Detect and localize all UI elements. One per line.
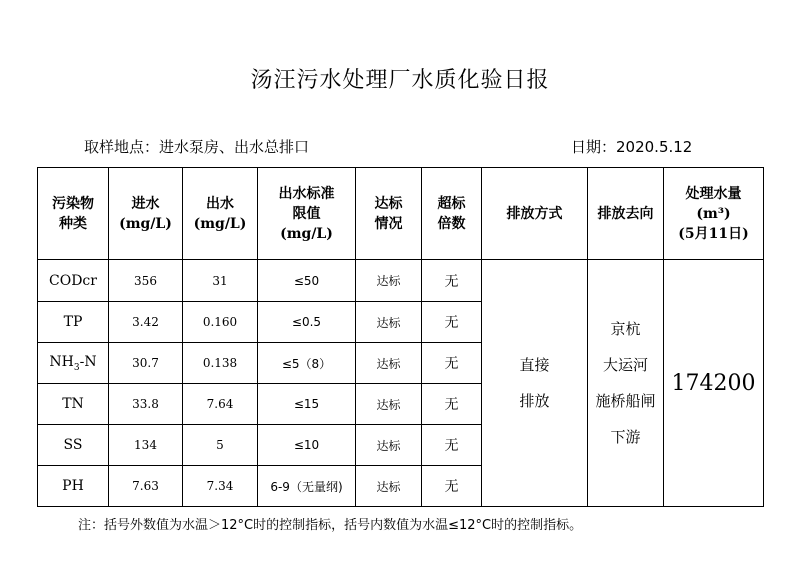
treatment-volume-value: 174200 <box>664 260 764 507</box>
header-row <box>38 168 764 260</box>
header-discharge-method: 排放方式 <box>482 168 588 260</box>
outflow-value: 7.64 <box>183 384 258 425</box>
header-volume: 处理水量 (m³) (5月11日) <box>664 168 764 260</box>
header-exceed: 超标 倍数 <box>422 168 482 260</box>
inflow-value: 33.8 <box>109 384 183 425</box>
standard-limit: ≤5（8） <box>258 343 356 384</box>
sample-location: 取样地点：进水泵房、出水总排口 <box>84 138 310 156</box>
header-standard: 出水标准 限值 (mg/L) <box>258 168 356 260</box>
outflow-value: 5 <box>183 425 258 466</box>
compliance-status: 达标 <box>356 384 422 425</box>
report-title: 汤汪污水处理厂水质化验日报 <box>250 68 550 93</box>
compliance-status: 达标 <box>356 302 422 343</box>
inflow-value: 30.7 <box>109 343 183 384</box>
outflow-value: 7.34 <box>183 466 258 507</box>
standard-limit: 6-9（无量纲) <box>258 466 356 507</box>
outflow-value: 0.160 <box>183 302 258 343</box>
pollutant-name: CODcr <box>38 260 109 302</box>
pollutant-name: SS <box>38 425 109 466</box>
exceed-multiple: 无 <box>422 260 482 302</box>
water-quality-table <box>37 167 764 507</box>
pollutant-name: TN <box>38 384 109 425</box>
standard-limit: ≤50 <box>258 260 356 302</box>
outflow-value: 0.138 <box>183 343 258 384</box>
compliance-status: 达标 <box>356 425 422 466</box>
discharge-direction-value: 京杭 大运河 施桥船闸 下游 <box>588 260 664 507</box>
table-row <box>38 260 764 302</box>
header-compliance: 达标 情况 <box>356 168 422 260</box>
header-inflow: 进水 (mg/L) <box>109 168 183 260</box>
exceed-multiple: 无 <box>422 466 482 507</box>
inflow-value: 134 <box>109 425 183 466</box>
report-date: 日期：2020.5.12 <box>571 138 693 156</box>
inflow-value: 3.42 <box>109 302 183 343</box>
compliance-status: 达标 <box>356 260 422 302</box>
discharge-method-value: 直接 排放 <box>482 260 588 507</box>
inflow-value: 356 <box>109 260 183 302</box>
header-discharge-direction: 排放去向 <box>588 168 664 260</box>
exceed-multiple: 无 <box>422 384 482 425</box>
standard-limit: ≤15 <box>258 384 356 425</box>
compliance-status: 达标 <box>356 466 422 507</box>
header-outflow: 出水 (mg/L) <box>183 168 258 260</box>
exceed-multiple: 无 <box>422 343 482 384</box>
compliance-status: 达标 <box>356 343 422 384</box>
header-pollutant: 污染物 种类 <box>38 168 109 260</box>
pollutant-name: $NH_3-N$ <box>38 343 109 384</box>
pollutant-name: PH <box>38 466 109 507</box>
standard-limit: ≤0.5 <box>258 302 356 343</box>
outflow-value: 31 <box>183 260 258 302</box>
footnote: 注：括号外数值为水温＞12°C时的控制指标，括号内数值为水温≤12°C时的控制指标。 <box>78 518 583 533</box>
inflow-value: 7.63 <box>109 466 183 507</box>
exceed-multiple: 无 <box>422 425 482 466</box>
standard-limit: ≤10 <box>258 425 356 466</box>
exceed-multiple: 无 <box>422 302 482 343</box>
pollutant-name: TP <box>38 302 109 343</box>
